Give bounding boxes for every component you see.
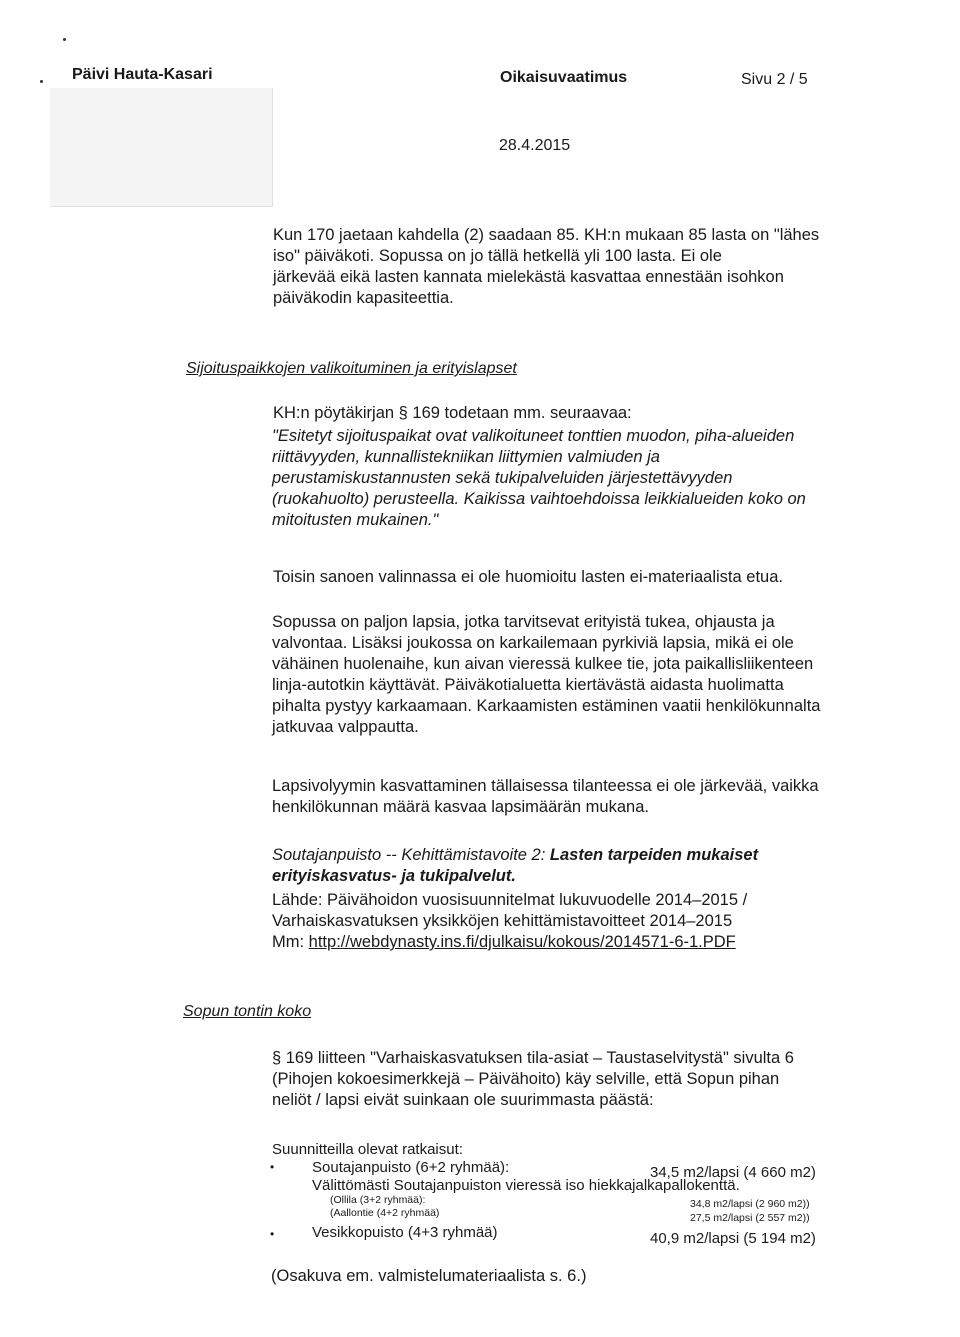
item1-value: 34,5 m2/lapsi (4 660 m2) — [650, 1164, 816, 1181]
text-line: Lähde: Päivähoidon vuosisuunnitelmat lukuvuodelle 2014–2015 / — [272, 891, 748, 909]
paragraph-special-needs — [272, 612, 820, 738]
item1-note: Välittömästi Soutajanpuiston vieressä iso hiekkajalkapallokenttä. — [312, 1177, 740, 1194]
text-line: Kun 170 jaetaan kahdella (2) saadaan 85. KH:n mukaan 85 lasta on "lähes — [273, 226, 820, 244]
sub-item-aallontie: (Aallontie (4+2 ryhmää) — [330, 1207, 440, 1219]
quote-line: "Esitetyt sijoituspaikat ovat valikoituneet tonttien muodon, piha-alueiden — [272, 427, 795, 445]
goal-line — [272, 845, 758, 866]
item2-name: Vesikkopuisto (4+3 ryhmää) — [312, 1224, 498, 1241]
header-date: 28.4.2015 — [499, 137, 571, 154]
redacted-address-block — [50, 88, 273, 207]
text-line: pihalta pystyy karkaamaan. Karkaamisten estäminen vaatii henkilökunnalta — [272, 697, 821, 715]
text-line: § 169 liitteen "Varhaiskasvatuksen tila-asiat – Taustaselvitystä" sivulta 6 — [272, 1049, 794, 1067]
scan-speck — [63, 38, 66, 41]
bullet-icon: • — [270, 1160, 275, 1174]
section-heading-placement: Sijoituspaikkojen valikoituminen ja erityislapset — [186, 360, 517, 377]
paragraph-volume — [272, 776, 819, 818]
sub-item-ollila: (Ollila (3+2 ryhmää): — [330, 1194, 426, 1206]
paragraph-yard-size — [272, 1048, 794, 1111]
intro-paragraph — [273, 225, 819, 309]
header-page-number: Sivu 2 / 5 — [741, 71, 808, 88]
section-heading-site-size: Sopun tontin koko — [183, 1003, 312, 1020]
item1-name: Soutajanpuisto (6+2 ryhmää): — [312, 1159, 510, 1176]
text-line: iso" päiväkoti. Sopussa on jo tällä hetkellä yli 100 lasta. Ei ole — [273, 247, 722, 265]
goal-bold-1: Lasten tarpeiden mukaiset — [549, 846, 759, 864]
source-reference — [272, 890, 747, 953]
text-line: Varhaiskasvatuksen yksikköjen kehittämistavoitteet 2014–2015 — [272, 912, 733, 930]
text-line: jatkuvaa valppautta. — [272, 718, 419, 736]
quote-line: perustamiskustannusten sekä tukipalveluiden järjestettävyyden — [272, 469, 733, 487]
mm-label: Mm: — [272, 933, 309, 951]
text-line: valvontaa. Lisäksi joukossa on karkailemaan pyrkiviä lapsia, mikä ei ole — [272, 634, 794, 652]
text-line: päiväkodin kapasiteettia. — [273, 289, 454, 307]
header-doc-title: Oikaisuvaatimus — [500, 69, 628, 86]
footnote: (Osakuva em. valmistelumateriaalista s. 6.) — [271, 1267, 587, 1285]
text-line: henkilökunnan määrä kasvaa lapsimäärän mukana. — [272, 798, 649, 816]
quote-line: (ruokahuolto) perusteella. Kaikissa vaihtoehdoissa leikkialueiden koko on — [272, 490, 806, 508]
goal-prefix: Soutajanpuisto -- Kehittämistavoite 2: — [272, 846, 550, 864]
item2-value: 40,9 m2/lapsi (5 194 m2) — [650, 1230, 816, 1247]
development-goal — [272, 845, 758, 887]
text-line: järkevää eikä lasten kannata mielekästä kasvattaa ennestään isohkon — [273, 268, 784, 286]
quote-line: riittävyyden, kunnallistekniikan liittymien valmiuden ja — [272, 448, 660, 466]
quote-line: mitoitusten mukainen." — [272, 511, 439, 529]
sub-item-aallontie-value: 27,5 m2/lapsi (2 557 m2)) — [690, 1212, 810, 1224]
text-line: Lapsivolyymin kasvattaminen tällaisessa tilanteessa ei ole järkevää, vaikka — [272, 777, 819, 795]
paragraph-non-material: Toisin sanoen valinnassa ei ole huomioitu lasten ei-materiaalista etua. — [273, 568, 783, 586]
scan-speck — [40, 80, 43, 83]
text-line: neliöt / lapsi eivät suinkaan ole suurimmasta päästä: — [272, 1091, 654, 1109]
header-author: Päivi Hauta-Kasari — [72, 66, 213, 83]
sub-item-ollila-value: 34,8 m2/lapsi (2 960 m2)) — [690, 1198, 810, 1210]
text-line: vähäinen huolenaihe, kun aivan vieressä kulkee tie, jota paikallisliikenteen — [272, 655, 814, 673]
minutes-reference: KH:n pöytäkirjan § 169 todetaan mm. seuraavaa: — [273, 404, 632, 422]
mm-line — [272, 932, 747, 953]
text-line: linja-autotkin käyttävät. Päiväkotialuetta kiertävästä aidasta huolimatta — [272, 676, 784, 694]
list-title: Suunnitteilla olevat ratkaisut: — [272, 1141, 463, 1158]
text-line: (Pihojen kokoesimerkkejä – Päivähoito) käy selville, että Sopun pihan — [272, 1070, 780, 1088]
source-link[interactable]: http://webdynasty.ins.fi/djulkaisu/kokous/2014571-6-1.PDF — [308, 933, 736, 951]
text-line: Sopussa on paljon lapsia, jotka tarvitsevat erityistä tukea, ohjausta ja — [272, 613, 775, 631]
bullet-icon: • — [270, 1227, 275, 1241]
goal-bold-2: erityiskasvatus- ja tukipalvelut. — [272, 867, 516, 885]
quote-block — [272, 426, 806, 531]
